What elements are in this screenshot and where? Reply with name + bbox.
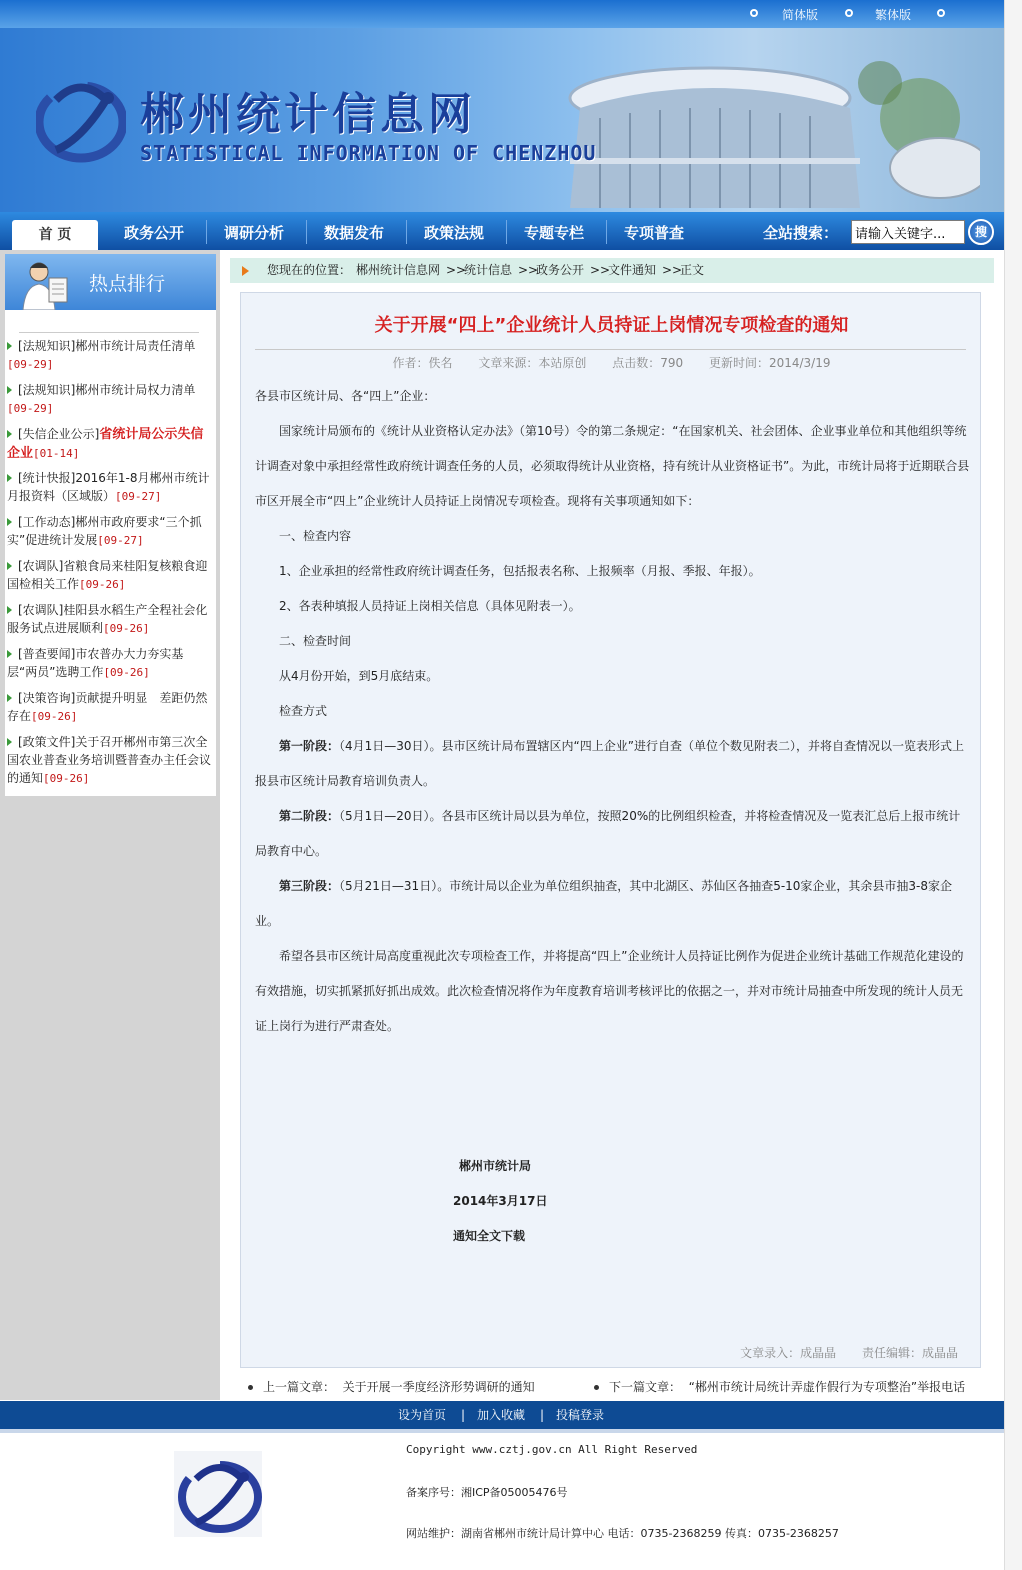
breadcrumb-item-home[interactable]: 郴州统计信息网 — [356, 263, 441, 277]
set-homepage-link[interactable]: 设为首页 — [398, 1408, 447, 1422]
next-article[interactable] — [594, 1378, 965, 1395]
phase-label: 第一阶段： — [279, 739, 340, 753]
nav-divider — [406, 220, 407, 244]
hot-ranking-panel — [5, 254, 216, 796]
phase-text: （5月21日—31日）。市统计局以企业为单位组织抽查，其中北湖区、苏仙区各抽查5-10家企业，其余县市抽3-8家企业。 — [255, 879, 953, 928]
nav-item-zhengwu[interactable]: 政务公开 — [124, 224, 185, 242]
list-item-text[interactable]: [失信企业公示] — [18, 427, 100, 441]
list-item-text[interactable]: [决策咨询]贡献提升明显 差距仍然存在 — [7, 691, 208, 723]
list-item-text[interactable]: [统计快报]2016年1-8月郴州市统计月报资料（区域版） — [7, 471, 210, 503]
breadcrumb-item-zhengwu[interactable]: 政务公开 — [536, 263, 585, 277]
nav-item-pucha[interactable]: 专项普查 — [624, 224, 685, 242]
list-item-date: [09-26] — [79, 578, 126, 591]
list-item-text[interactable]: [工作动态]郴州市政府要求“三个抓实”促进统计发展 — [7, 515, 202, 547]
list-item-highlight[interactable]: 省统计局公示失信企业 — [7, 427, 204, 461]
bullet-icon — [248, 1385, 253, 1390]
article-salutation: 各县市区统计局、各“四上”企业： — [255, 389, 436, 403]
simplified-link[interactable]: 简体版 — [782, 8, 819, 22]
breadcrumb-separator: >> — [518, 263, 539, 277]
bullet-icon — [845, 9, 853, 17]
list-item-text[interactable]: [法规知识]郴州市统计局权力清单 — [18, 383, 196, 397]
phase-label: 第二阶段： — [279, 809, 340, 823]
nav-item-zhuanti[interactable]: 专题专栏 — [524, 224, 585, 242]
list-item[interactable] — [7, 381, 213, 418]
site-logo-icon — [36, 70, 126, 170]
article-section-heading: 二、检查时间 — [279, 634, 352, 648]
article-paragraph: 希望各县市区统计局高度重视此次专项检查工作，并将提高“四上”企业统计人员持证比例作为促进企业统计基础工作规范化建设的有效措施，切实抓紧抓好抓出成效。此次检查情况将作为年度教育培训考核评比的依据之一，并对市统计局抽查中所发现的统计人员无证上岗行为进行严肃查处。 — [255, 949, 964, 1033]
search-input[interactable] — [851, 220, 965, 244]
site-subtitle: STATISTICAL INFORMATION OF CHENZHOU — [140, 141, 597, 165]
list-item-date: [09-26] — [103, 666, 150, 679]
submit-login-link[interactable]: 投稿登录 — [556, 1408, 605, 1422]
list-item-text[interactable]: [农调队]省粮食局来桂阳复核粮食迎国检相关工作 — [7, 559, 208, 591]
footer — [0, 1429, 1004, 1570]
article-paragraph — [255, 799, 971, 869]
prev-article[interactable] — [248, 1378, 535, 1395]
article-paragraph — [255, 869, 971, 939]
breadcrumb-separator: >> — [446, 263, 467, 277]
list-item-date: [09-29] — [7, 402, 54, 415]
left-sidebar — [0, 250, 220, 1400]
arrow-icon — [242, 266, 249, 276]
list-item[interactable] — [7, 513, 213, 550]
list-item-text[interactable]: [农调队]桂阳县水稻生产全程社会化服务试点进展顺利 — [7, 603, 208, 635]
add-favorite-link[interactable]: 加入收藏 — [477, 1408, 526, 1422]
list-item-text[interactable]: [政策文件]关于召开郴州市第三次全国农业普查业务培训暨普查办主任会议的通知 — [7, 735, 212, 785]
site-title: 郴州统计信息网 — [140, 89, 476, 140]
phase-text: （5月1日—20日）。各县市区统计局以县为单位，按照20%的比例组织检查，并将检查情况及一览表汇总后上报市统计局教育中心。 — [255, 809, 961, 858]
article-editor: 责任编辑：成晶晶 — [861, 1346, 958, 1360]
scrollbar-track[interactable] — [1004, 0, 1022, 1570]
banner — [0, 28, 1004, 212]
list-item-date: [09-27] — [97, 534, 144, 547]
divider — [255, 349, 966, 350]
list-item-date: [09-29] — [7, 358, 54, 371]
arrow-icon — [7, 386, 12, 394]
list-item[interactable] — [7, 557, 213, 594]
list-item-text[interactable]: [普查要闻]市农普办大力夯实基层“两员”选聘工作 — [7, 647, 184, 679]
article — [240, 292, 981, 1368]
arrow-icon — [7, 430, 12, 438]
arrow-icon — [7, 342, 12, 350]
nav-item-diaoyan[interactable]: 调研分析 — [224, 224, 285, 242]
staff-avatar-icon — [19, 256, 73, 310]
stadium-illustration — [560, 58, 980, 208]
article-paragraph: 从4月份开始，到5月底结束。 — [279, 669, 439, 683]
article-section-heading: 一、检查内容 — [279, 529, 352, 543]
nav-divider — [506, 220, 507, 244]
bullet-icon — [750, 9, 758, 17]
list-item[interactable] — [7, 733, 213, 788]
bullet-icon — [937, 9, 945, 17]
hot-ranking-title: 热点排行 — [89, 273, 166, 295]
article-paragraph: 2、各表种填报人员持证上岗相关信息（具体见附表一）。 — [279, 599, 581, 613]
article-clicks: 点击数：790 — [612, 356, 684, 370]
arrow-icon — [7, 650, 12, 658]
arrow-icon — [7, 606, 12, 614]
bullet-icon — [594, 1385, 599, 1390]
nav-divider — [306, 220, 307, 244]
article-meta — [241, 354, 982, 371]
list-item-text[interactable]: [法规知识]郴州市统计局责任清单 — [18, 339, 196, 353]
list-item[interactable] — [7, 601, 213, 638]
article-updated: 更新时间：2014/3/19 — [708, 356, 831, 370]
next-label: 下一篇文章： — [609, 1380, 682, 1394]
breadcrumb-item-current: 正文 — [680, 263, 705, 277]
article-paragraph — [255, 729, 971, 799]
traditional-link[interactable]: 繁体版 — [875, 8, 912, 22]
prev-link[interactable]: 关于开展一季度经济形势调研的通知 — [342, 1380, 535, 1394]
nav-home-tab[interactable]: 首 页 — [12, 220, 98, 250]
breadcrumb — [230, 258, 994, 283]
footer-separator: | — [461, 1408, 466, 1422]
footer-separator: | — [540, 1408, 545, 1422]
breadcrumb-item-wenjian[interactable]: 文件通知 — [608, 263, 657, 277]
list-item[interactable] — [7, 469, 213, 506]
divider — [19, 332, 199, 333]
top-bar — [0, 0, 1004, 28]
list-item[interactable] — [7, 337, 213, 374]
article-section-heading: 检查方式 — [279, 704, 328, 718]
article-paragraph: 1、企业承担的经常性政府统计调查任务，包括报表名称、上报频率（月报、季报、年报）。 — [279, 564, 761, 578]
article-footer — [718, 1344, 958, 1361]
nav-divider — [606, 220, 607, 244]
list-item[interactable] — [7, 689, 213, 726]
footer-logo-icon — [174, 1451, 262, 1537]
list-item-date: [09-26] — [103, 622, 150, 635]
arrow-icon — [7, 562, 12, 570]
icp-text: 备案序号：湘ICP备05005476号 — [406, 1486, 568, 1499]
maintainer-text: 网站维护：湖南省郴州市统计局计算中心 电话：0735-2368259 传真：0735-2368257 — [406, 1527, 839, 1540]
nav-item-shuju[interactable]: 数据发布 — [324, 224, 385, 242]
nav-divider — [206, 220, 207, 244]
list-item-date: [09-26] — [31, 710, 78, 723]
arrow-icon — [7, 518, 12, 526]
article-source: 文章来源：本站原创 — [478, 356, 587, 370]
list-item-date: [01-14] — [33, 447, 80, 460]
arrow-icon — [7, 694, 12, 702]
search-button[interactable]: 搜 — [968, 219, 994, 245]
breadcrumb-separator: >> — [590, 263, 611, 277]
nav-item-zhengce[interactable]: 政策法规 — [424, 224, 485, 242]
signature-date: 2014年3月17日 — [453, 1194, 548, 1208]
phase-label: 第三阶段： — [279, 879, 340, 893]
article-author: 作者：佚名 — [392, 356, 453, 370]
footer-link-bar — [0, 1401, 1004, 1429]
breadcrumb-item-tongji[interactable]: 统计信息 — [464, 263, 513, 277]
article-paragraph: 国家统计局颁布的《统计从业资格认定办法》（第10号）令的第二条规定：“在国家机关、社会团体、企业事业单位和其他组织等统计调查对象中承担经常性政府统计调查任务的人员，必须取得统计从业资格，持有统计从业资格证书”。为此，市统计局将于近期联合县市区开展全市“四上”企业统计人员持证上岗情况专项检查。现将有关事项通知如下： — [255, 424, 970, 508]
hot-ranking-header — [5, 254, 216, 310]
arrow-icon — [7, 738, 12, 746]
list-item-date: [09-27] — [115, 490, 162, 503]
arrow-icon — [7, 474, 12, 482]
prev-label: 上一篇文章： — [263, 1380, 336, 1394]
search-label: 全站搜索： — [763, 224, 839, 242]
article-entry: 文章录入：成晶晶 — [740, 1346, 837, 1360]
signature-org: 郴州市统计局 — [459, 1159, 532, 1173]
next-link[interactable]: “郴州市统计局统计弄虚作假行为专项整治”举报电话 — [688, 1380, 966, 1394]
article-title: 关于开展“四上”企业统计人员持证上岗情况专项检查的通知 — [374, 315, 849, 336]
phase-text: （4月1日—30日）。县市区统计局布置辖区内“四上企业”进行自查（单位个数见附表二），并将自查情况以一览表形式上报县市区统计局教育培训负责人。 — [255, 739, 964, 788]
list-item-date: [09-26] — [43, 772, 90, 785]
breadcrumb-separator: >> — [662, 263, 683, 277]
breadcrumb-label: 您现在的位置： — [267, 263, 352, 277]
list-item[interactable] — [7, 425, 213, 463]
download-link[interactable]: 通知全文下载 — [453, 1229, 526, 1243]
copyright-text: Copyright www.cztj.gov.cn All Right Reserved — [406, 1443, 698, 1456]
list-item[interactable] — [7, 645, 213, 682]
